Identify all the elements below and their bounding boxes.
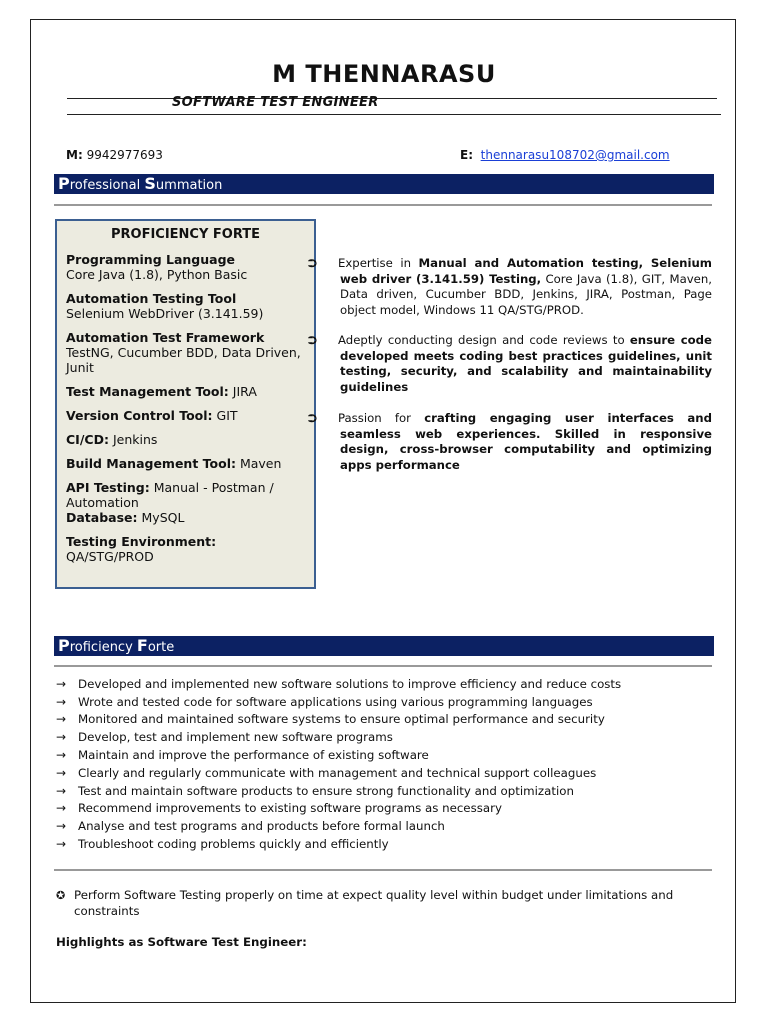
arrow-right-icon: →: [56, 676, 67, 691]
email-contact: [460, 148, 670, 162]
list-item: [56, 693, 621, 711]
section-title-text: ummation: [155, 178, 223, 193]
responsibilities-list: [56, 675, 621, 853]
header-divider: [67, 98, 717, 99]
skill-value: Jenkins: [112, 432, 158, 447]
skill-label: Build Management Tool:: [66, 456, 236, 471]
skill-value: TestNG, Cucumber BDD, Data Driven, Junit: [66, 345, 301, 375]
skill-label: Programming Language: [66, 252, 236, 267]
email-label: E:: [460, 148, 473, 162]
summary-emphasis: crafting engaging user interfaces and seamless web experiences. Skilled in responsive design, cross-browser computability and optimizing apps performance: [340, 411, 712, 472]
highlights-heading: Highlights as Software Test Engineer:: [56, 935, 307, 949]
list-item-text: Wrote and tested code for software applications using various programming languages: [78, 694, 593, 709]
skill-item: [66, 408, 305, 423]
section-title-initial: S: [144, 174, 156, 193]
arrow-right-icon: →: [56, 801, 67, 816]
skill-label: API Testing:: [66, 480, 150, 495]
arrow-right-icon: →: [56, 783, 67, 798]
list-item: [56, 675, 621, 693]
skill-item: [66, 252, 305, 282]
skill-value: Maven: [239, 456, 282, 471]
objective-item: [56, 888, 696, 919]
list-item-text: Analyse and test programs and products before formal launch: [78, 819, 445, 834]
skill-label: CI/CD:: [66, 432, 109, 447]
objective-text: Perform Software Testing properly on time at expect quality level within budget under limitations and constraints: [74, 888, 674, 918]
list-item: [56, 835, 621, 853]
skill-value: GIT: [216, 408, 238, 423]
list-item-text: Troubleshoot coding problems quickly and efficiently: [78, 837, 389, 852]
arrow-right-icon: →: [56, 712, 67, 727]
arrow-right-icon: →: [56, 819, 67, 834]
arrow-right-icon: →: [56, 748, 67, 763]
candidate-name: M THENNARASU: [272, 60, 496, 88]
skill-label: Version Control Tool:: [66, 408, 213, 423]
summary-text: Expertise in: [338, 256, 419, 270]
skill-value: MySQL: [141, 510, 185, 525]
section-title-initial: F: [136, 636, 148, 655]
skill-item: [66, 534, 305, 564]
arrow-bullet-icon: ⮊: [308, 333, 317, 347]
email-link[interactable]: thennarasu108702@gmail.com: [480, 148, 670, 162]
summary-emphasis: ensure code developed meets coding best practices guidelines, unit testing, security, and scalability and maintainability guidelines: [340, 333, 712, 394]
skill-value: QA/STG/PROD: [66, 549, 154, 564]
skill-value: JIRA: [232, 384, 257, 399]
arrow-right-icon: →: [56, 730, 67, 745]
list-item-text: Recommend improvements to existing software programs as necessary: [78, 801, 502, 816]
arrow-bullet-icon: ⮊: [308, 411, 317, 425]
section-header-professional-summation: [54, 174, 714, 194]
summary-point: [308, 333, 712, 395]
section-title-text: orte: [147, 640, 175, 655]
job-title: SOFTWARE TEST ENGINEER: [172, 95, 379, 110]
skill-item: [66, 456, 305, 471]
arrow-right-icon: →: [56, 837, 67, 852]
list-item: [56, 782, 621, 800]
skill-label: Testing Environment:: [66, 534, 217, 549]
section-divider: [54, 665, 712, 667]
skill-label: Automation Test Framework: [66, 330, 265, 345]
skill-label: Test Management Tool:: [66, 384, 229, 399]
summary-text: Adeptly conducting design and code reviews to: [338, 333, 630, 347]
summary-emphasis: Manual and Automation testing, Selenium web driver (3.141.59) Testing,: [340, 256, 712, 286]
section-title-text: rofessional: [69, 178, 145, 193]
list-item: [56, 800, 621, 818]
list-item: [56, 817, 621, 835]
section-title-initial: P: [58, 174, 70, 193]
list-item-text: Develop, test and implement new software programs: [78, 730, 393, 745]
section-divider: [54, 204, 712, 206]
skill-item: [66, 480, 305, 510]
list-item-text: Clearly and regularly communicate with management and technical support colleagues: [78, 765, 597, 780]
arrow-bullet-icon: ⮊: [308, 256, 317, 270]
list-item: [56, 764, 621, 782]
list-item: [56, 728, 621, 746]
header-divider: [67, 114, 721, 115]
star-bullet-icon: ✪: [56, 889, 66, 902]
arrow-right-icon: →: [56, 694, 67, 709]
skill-item: [66, 291, 305, 321]
summary-point: [308, 411, 712, 473]
mobile-label: M:: [66, 148, 83, 162]
skill-value: Selenium WebDriver (3.141.59): [66, 306, 264, 321]
section-header-proficiency-forte: [54, 636, 714, 656]
skill-label: Database:: [66, 510, 138, 525]
skill-item: [66, 330, 305, 375]
summary-point: [308, 256, 712, 318]
summary-text: Passion for: [338, 411, 425, 425]
list-item: [56, 746, 621, 764]
list-item-text: Developed and implemented new software solutions to improve efficiency and reduce costs: [78, 676, 622, 691]
skill-item: [66, 384, 305, 399]
section-title-text: roficiency: [69, 640, 137, 655]
list-item-text: Test and maintain software products to ensure strong functionality and optimization: [78, 783, 574, 798]
skill-label: Automation Testing Tool: [66, 291, 237, 306]
list-item-text: Maintain and improve the performance of existing software: [78, 748, 429, 763]
skill-value: Core Java (1.8), Python Basic: [66, 267, 248, 282]
skill-value: Manual - Postman / Automation: [66, 480, 274, 510]
mobile-number: 9942977693: [86, 148, 163, 162]
list-item: [56, 711, 621, 729]
list-item-text: Monitored and maintained software systems to ensure optimal performance and security: [78, 712, 605, 727]
mobile-contact: [66, 148, 163, 162]
arrow-right-icon: →: [56, 765, 67, 780]
skill-item: [66, 510, 305, 525]
section-title-initial: P: [58, 636, 70, 655]
skill-item: [66, 432, 305, 447]
skills-panel-title: PROFICIENCY FORTE: [110, 227, 261, 242]
section-divider: [54, 869, 712, 871]
skills-panel: [55, 219, 316, 589]
summary-text: Core Java (1.8), GIT, Maven, Data driven, Cucumber BDD, Jenkins, JIRA, Postman, Page object model, Windows 11 QA/STG/PROD.: [340, 271, 712, 317]
